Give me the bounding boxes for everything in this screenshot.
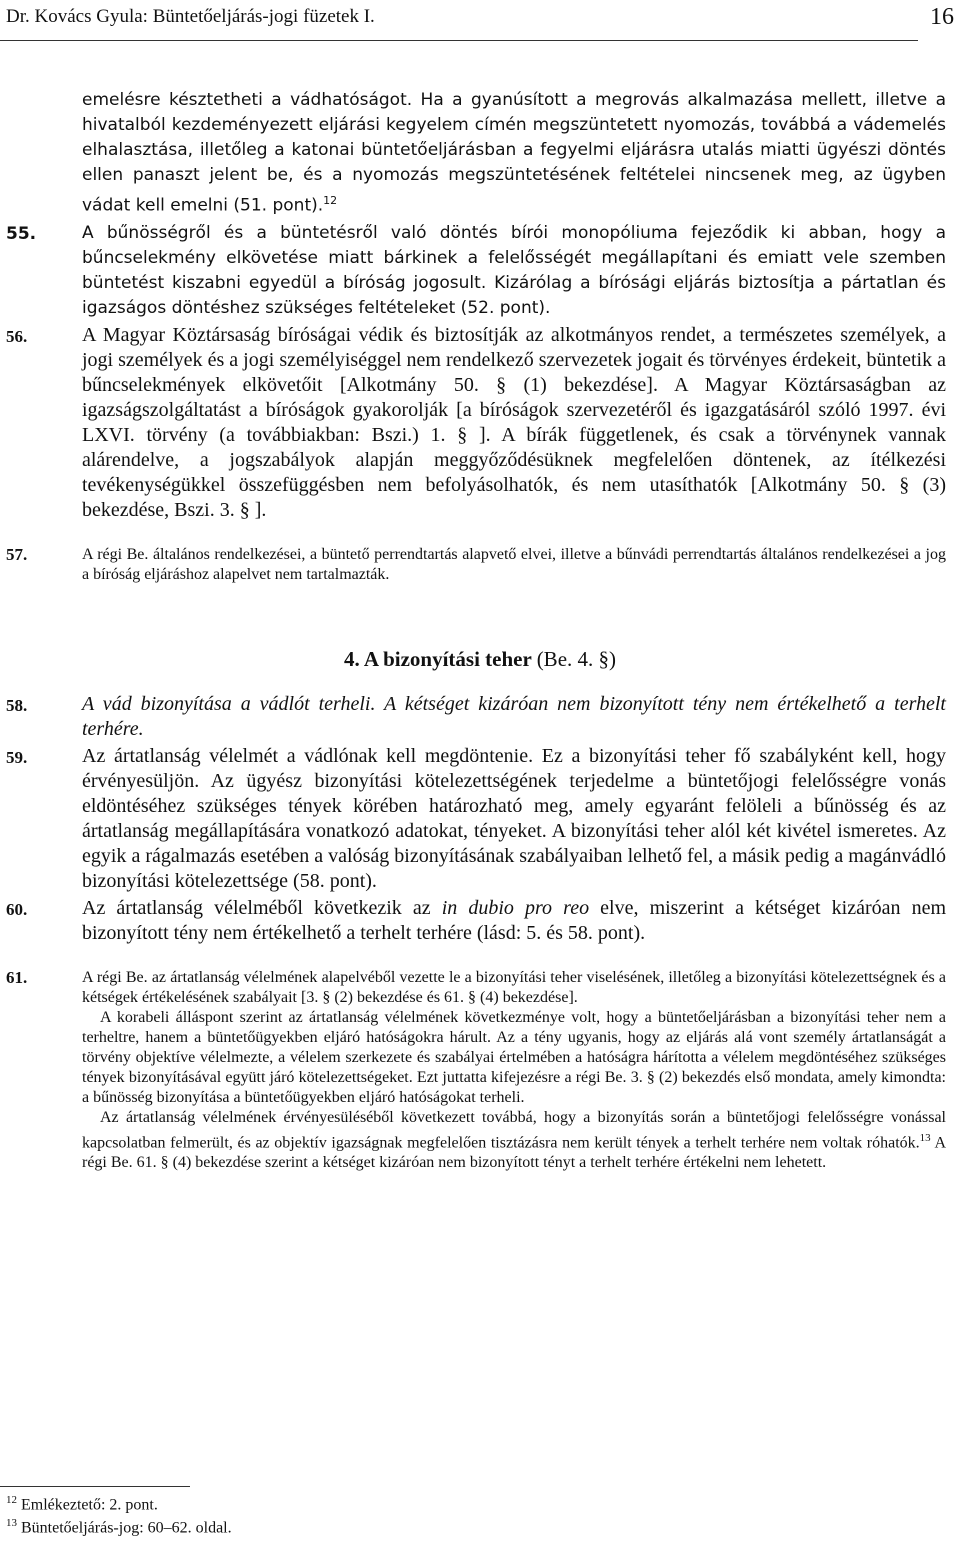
footnote-divider: [0, 1486, 190, 1487]
paragraph-text: A vád bizonyítása a vádlót terheli. A kétséget kizáróan nem bizonyított tény nem értékelhető a terhelt terhére.: [82, 692, 946, 740]
paragraph-60: [6, 896, 947, 946]
section-title-bold: 4. A bizonyítási teher: [343, 646, 532, 671]
section-title: [0, 647, 960, 672]
page-number: 16: [930, 4, 954, 30]
footnote-text: Büntetőeljárás-jog: 60–62. oldal.: [21, 1519, 232, 1537]
paragraph-text-3a: Az ártatlanság vélelmének érvényesüléséből következett továbbá, hogy a bizonyítás során a büntetőjogi felelősségre vonással kapcsolatban felmerült, és az objektív igazságnak megfelelően tisztázásra nem került tények a terhelt terhére nem voltak róhatók.: [82, 1108, 946, 1151]
paragraph-number: 55.: [6, 223, 37, 244]
paragraph-number: 57.: [6, 544, 28, 564]
paragraph-text-2: A korabeli álláspont szerint az ártatlanság vélelmének következménye volt, hogy a büntetőeljárásban a bizonyítási teher nem a terheltre, hanem a büntetőügyekben eljáró hatóságokra hárult. Az a tény ugyanis, hogy az eljárás alá vont személy ártatlanságát a törvény objektíve vélelmezte, a vélelem szerkezete és szabályai értelmében a hatóságra hárította a vélelem megdöntéséhez szükséges tények bizonyításával együtt járó kötelezettségeket. Ezt juttatta kifejezésre a régi Be. 3. § (2) bekezdés első mondata, amely kimondta: a bűnösség bizonyítása a büntetőügyekben eljáró hatóságokat terheli.: [82, 1008, 946, 1106]
paragraph-61: [6, 967, 946, 1173]
page-body: [0, 88, 960, 1173]
footnote-mark: 12: [6, 1494, 17, 1506]
paragraph-text-1: A régi Be. az ártatlanság vélelmének alapelvéből vezette le a bizonyítási teher viselésének, illetőleg a bizonyítási kötelezettségnek és a kétségek értékelésének szabályait [3. § (2) bekezdése és 61. § (4) bekezdése].: [82, 968, 946, 1006]
paragraph-text: A régi Be. általános rendelkezései, a büntető perrendtartás alapvető elvei, illetve a bűnvádi perrendtartás általános rendelkezései a jog a bíróság eljáráshoz alapelvet nem tartalmazták.: [82, 545, 946, 583]
paragraph-text-3: [82, 1108, 946, 1173]
paragraph-text-b: elve, miszerint a kétséget kizáróan nem bizonyított tény nem értékelhető a terhelt terhére (lásd: 5. és 58. pont).: [82, 896, 947, 944]
footnote-mark: 13: [6, 1517, 17, 1529]
paragraph-55: [6, 221, 946, 321]
paragraph-number: 58.: [6, 695, 28, 715]
paragraph-text-italic: in dubio pro reo: [441, 896, 590, 919]
paragraph-text-a: Az ártatlanság vélelméből következik az: [82, 896, 431, 919]
paragraph-59: [6, 744, 946, 894]
footnote-13: [6, 1517, 232, 1537]
paragraph-text: A bűnösségről és a büntetésről való döntés bírói monopóliuma fejeződik ki abban, hogy a bűncselekmény elkövetése miatt bárkinek a felelősségét megállapítani és emiatt vele szemben büntetést kiszabni egyedül a bíróság jogosult. Kizárólag a bírósági eljárás biztosítja a pártatlan és igazságos döntéshez szükséges feltételeket (52. pont).: [82, 222, 946, 318]
footnote-ref-13[interactable]: 13: [919, 1131, 931, 1144]
paragraph-57: [6, 544, 946, 585]
header-divider: [0, 40, 918, 41]
footnote-ref-12[interactable]: 12: [323, 194, 338, 207]
paragraph-56: [6, 323, 946, 523]
paragraph-text: emelésre késztetheti a vádhatóságot. Ha a gyanúsított a megrovás alkalmazása mellett, illetve a hivatalból kezdeményezett eljárási kegyelem címén megszüntetett nyomozás, továbbá a vádemelés elhalasztása, illetőleg a katonai büntetőeljárásban a fegyelmi eljárásra utalás miatti ügyészi döntés ellen panaszt jelent be, és a nyomozás megszüntetésének feltételei nincsenek meg, az ügyben vádat kell emelni (51. pont).: [82, 90, 946, 216]
paragraph-number: 60.: [6, 899, 28, 919]
header-title: Dr. Kovács Gyula: Büntetőeljárás-jogi füzetek I.: [6, 6, 375, 27]
footnote-12: [6, 1494, 158, 1514]
page-header: [0, 0, 960, 40]
paragraph-text-3b: A régi Be. 61. § (4) bekezdése szerint a kétséget kizáróan nem bizonyított tényt a terhelt terhére értékelni nem lehetett.: [82, 1133, 946, 1171]
paragraph-text: Az ártatlanság vélelmét a vádlónak kell megdöntenie. Ez a bizonyítási teher fő szabályként kell, hogy érvényesüljön. Az ügyész bizonyítási kötelezettségének terjedelme a büntetőjogi felelősségre vonás eldöntéséhez szükséges tények körében határozható meg, amely egyaránt felöleli a bűnösség és az ártatlanság megállapítására vonatkozó adatokat, tényeket. A bizonyítási teher alól két kivétel ismeretes. Az egyik a rágalmazás esetében a valóság bizonyításának szabályaiban lelhető fel, a másik pedig a magánvádló bizonyítási kötelezettsége (58. pont).: [82, 744, 946, 892]
paragraph-number: 61.: [6, 967, 28, 987]
section-title-ref: (Be. 4. §): [536, 646, 617, 671]
paragraph-text: A Magyar Köztársaság bíróságai védik és biztosítják az alkotmányos rendet, a természetes személyek, a jogi személyek és a jogi személyiséggel nem rendelkező szervezetek jogait és törvényes érdekeit, büntetik a bűncselekmények elkövetőit [Alkotmány 50. § (1) bekezdése]. A Magyar Köztársaságban az igazságszolgáltatást a bíróságok gyakorolják [a bíróságok szervezetéről és igazgatásáról szóló 1997. évi LXVI. törvény (a továbbiakban: Bszi.) 1. § ]. A bírák függetlenek, és csak a törvénynek vannak alárendelve, a jogszabályok alapján meggyőződésüknek megfelelően döntenek, az ítélkezési tevékenységükkel összefüggésben nem befolyásolhatók, és nem utasíthatók [Alkotmány 50. § (3) bekezdése, Bszi. 3. § ].: [82, 323, 946, 521]
paragraph-54-continued: [82, 88, 946, 219]
paragraph-58: [6, 692, 946, 742]
footnote-text: Emlékeztető: 2. pont.: [21, 1496, 158, 1514]
paragraph-number: 56.: [6, 326, 28, 346]
paragraph-number: 59.: [6, 747, 28, 767]
